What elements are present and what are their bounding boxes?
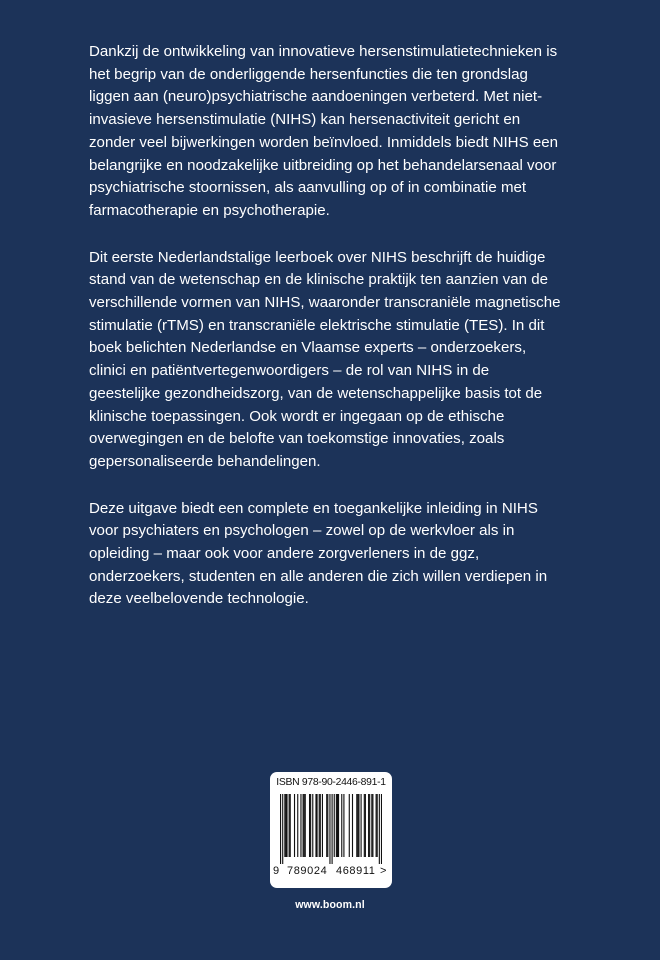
barcode-quiet-zone-arrow: > [380, 865, 388, 877]
barcode-bar [337, 794, 338, 857]
barcode-bar [284, 794, 285, 857]
barcode-bar [327, 794, 328, 857]
barcode-bar [343, 794, 344, 857]
barcode-bar [294, 794, 295, 857]
barcode-bar [320, 794, 321, 857]
isbn-barcode [270, 772, 392, 888]
barcode-bar [368, 794, 369, 857]
barcode-bar [338, 794, 339, 857]
publisher-website: www.boom.nl [295, 899, 365, 911]
barcode-bar [303, 794, 304, 857]
isbn-label: ISBN 978-90-2446-891-1 [276, 777, 386, 788]
barcode-bar [376, 794, 377, 857]
barcode-left-digits: 789024 [287, 865, 328, 877]
barcode-bar [377, 794, 378, 857]
barcode-first-digit: 9 [273, 865, 280, 877]
barcode-bar [361, 794, 362, 857]
barcode-right-digits: 468911 [336, 865, 376, 877]
barcode-guard-bar [332, 794, 333, 864]
barcode-bar [317, 794, 318, 857]
barcode-bar [341, 794, 342, 857]
barcode-bar [356, 794, 357, 857]
barcode-bar [310, 794, 311, 857]
barcode-guard-bar [379, 794, 380, 864]
barcode-bars [280, 794, 382, 864]
barcode-bar [319, 794, 320, 857]
barcode-guard-bar [381, 794, 382, 864]
blurb-paragraph-1: Dankzij de ontwikkeling van innovatieve hersenstimulatietechnieken is het begrip van de onderliggende hersenfuncties die ten grondslag liggen aan (neuro)psychiatrische aandoeningen verbeterd. Met niet- invasieve hersenstimulatie (NIHS) kan hersenactiviteit gericht en zonder veel bijwerkingen worden beïnvloed. Inmiddels biedt NIHS een belangrijke en noodzakelijke uitbreiding op het behandelarsenaal voor psychiatrische stoornissen, als aanvulling op of in combinatie met farmacotherapie en psychotherapie. [89, 43, 559, 219]
barcode-bar [365, 794, 366, 857]
barcode-bar [372, 794, 373, 857]
barcode-guard-bar [329, 794, 330, 864]
barcode-bar [289, 794, 290, 857]
barcode-bar [371, 794, 372, 857]
barcode-bar [357, 794, 358, 857]
barcode-bar [315, 794, 316, 857]
blurb-text [89, 41, 589, 635]
barcode-bar [358, 794, 359, 857]
barcode-bar [297, 794, 298, 857]
barcode-bar [352, 794, 353, 857]
barcode-bar [312, 794, 313, 857]
barcode-bar [364, 794, 365, 857]
barcode-bar [326, 794, 327, 857]
barcode-bar [309, 794, 310, 857]
barcode-bar [304, 794, 305, 857]
barcode-bar [285, 794, 286, 857]
barcode-bar [290, 794, 291, 857]
barcode-bar [336, 794, 337, 857]
barcode-bar [349, 794, 350, 857]
barcode-bar [334, 794, 335, 857]
barcode-bar [305, 794, 306, 857]
barcode-bar [369, 794, 370, 857]
barcode-bar [300, 794, 301, 857]
blurb-paragraph-2: Dit eerste Nederlandstalige leerboek over NIHS beschrijft de huidige stand van de wetenschap en de klinische praktijk ten aanzien van de verschillende vormen van NIHS, waaronder transcraniële magnetische stimulatie (rTMS) en transcraniële elektrische stimulatie (TES). In dit boek belichten Nederlandse en Vlaamse experts – onderzoekers, clinici en patiëntvertegenwoordigers – de rol van NIHS in de geestelijke gezondheidszorg, van de wetenschappelijke basis tot de klinische toepassingen. Ook wordt er ingegaan op de ethische overwegingen en de belofte van toekomstige innovaties, zoals gepersonaliseerde behandelingen. [89, 248, 561, 470]
barcode-guard-bar [282, 794, 283, 864]
barcode-bar [286, 794, 287, 857]
blurb-paragraph-3: Deze uitgave biedt een complete en toegankelijke inleiding in NIHS voor psychiaters en psychologen – zowel op de werkvloer als in opleiding – maar ook voor andere zorgverleners in de ggz, onderzoekers, studenten en alle anderen die zich willen verdiepen in deze veelbelovende technologie. [89, 499, 548, 608]
barcode-digits [270, 864, 392, 878]
barcode-guard-bar [280, 794, 281, 864]
barcode-bar [322, 794, 323, 857]
